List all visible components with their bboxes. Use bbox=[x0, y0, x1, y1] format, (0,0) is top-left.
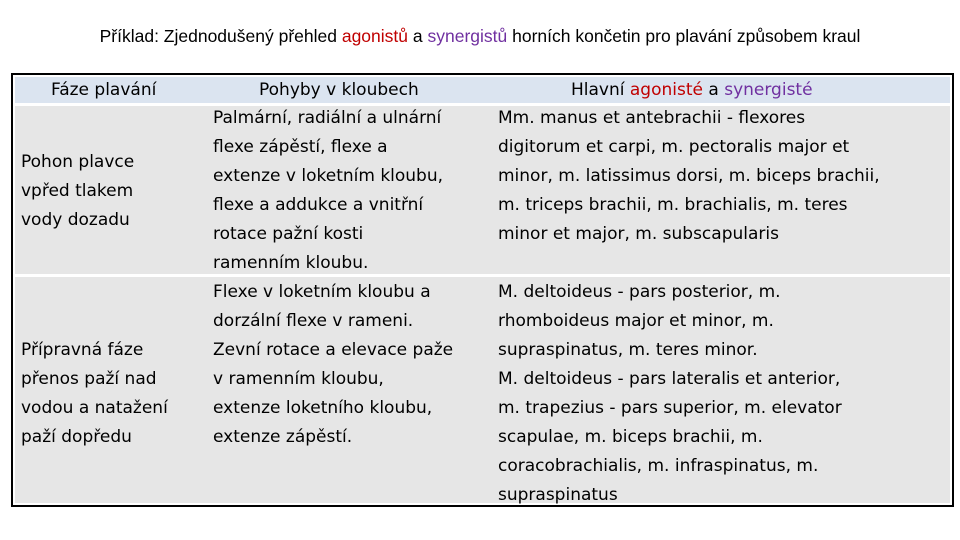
header-muscles bbox=[571, 75, 813, 105]
row-1-muscles: Mm. manus et antebrachii - flexores digitorum et carpi, m. pectoralis major et minor, m. latissimus dorsi, m. biceps brachii, m. triceps brachii, m. brachialis, m. teres minor et major, m. subscapularis bbox=[498, 108, 880, 244]
row-2-phase: Přípravná fáze přenos paží nad vodou a natažení paží dopředu bbox=[21, 340, 168, 447]
header-muscles-agonists: agonisté bbox=[629, 80, 703, 100]
row-2-muscles: M. deltoideus - pars posterior, m. rhomboideus major et minor, m. supraspinatus, m. teres minor. M. deltoideus - pars lateralis et anterior, m. trapezius - pars superior, m. elevator scapulae, m. biceps brachii, m. coracobrachialis, m. infraspinatus, m. supraspinatus bbox=[498, 282, 842, 505]
header-movements: Pohyby v kloubech bbox=[259, 80, 419, 100]
muscle-table bbox=[11, 73, 954, 507]
row-1-movements: Palmární, radiální a ulnární flexe zápěstí, flexe a extenze v loketním kloubu, flexe a addukce a vnitřní rotace pažní kosti ramenním kloubu. bbox=[213, 108, 444, 273]
header-muscles-prefix: Hlavní bbox=[571, 80, 630, 100]
title-agonists: agonistů bbox=[341, 26, 409, 46]
title-suffix: horních končetin pro plavání způsobem kraul bbox=[507, 26, 861, 46]
row-2-movements: Flexe v loketním kloubu a dorzální flexe v rameni. Zevní rotace a elevace paže v ramenním kloubu, extenze loketního kloubu, extenze zápěstí. bbox=[213, 282, 454, 447]
title-synergists: synergistů bbox=[427, 26, 508, 46]
header-muscles-middle: a bbox=[702, 80, 725, 100]
row-1-phase: Pohon plavce vpřed tlakem vody dozadu bbox=[21, 152, 135, 230]
row-separator bbox=[15, 274, 950, 277]
slide-title bbox=[0, 26, 960, 47]
header-muscles-synergists: synergisté bbox=[724, 80, 813, 100]
title-middle: a bbox=[408, 26, 428, 46]
title-prefix: Příklad: Zjednodušený přehled bbox=[99, 26, 342, 46]
header-phase: Fáze plavání bbox=[51, 80, 157, 100]
